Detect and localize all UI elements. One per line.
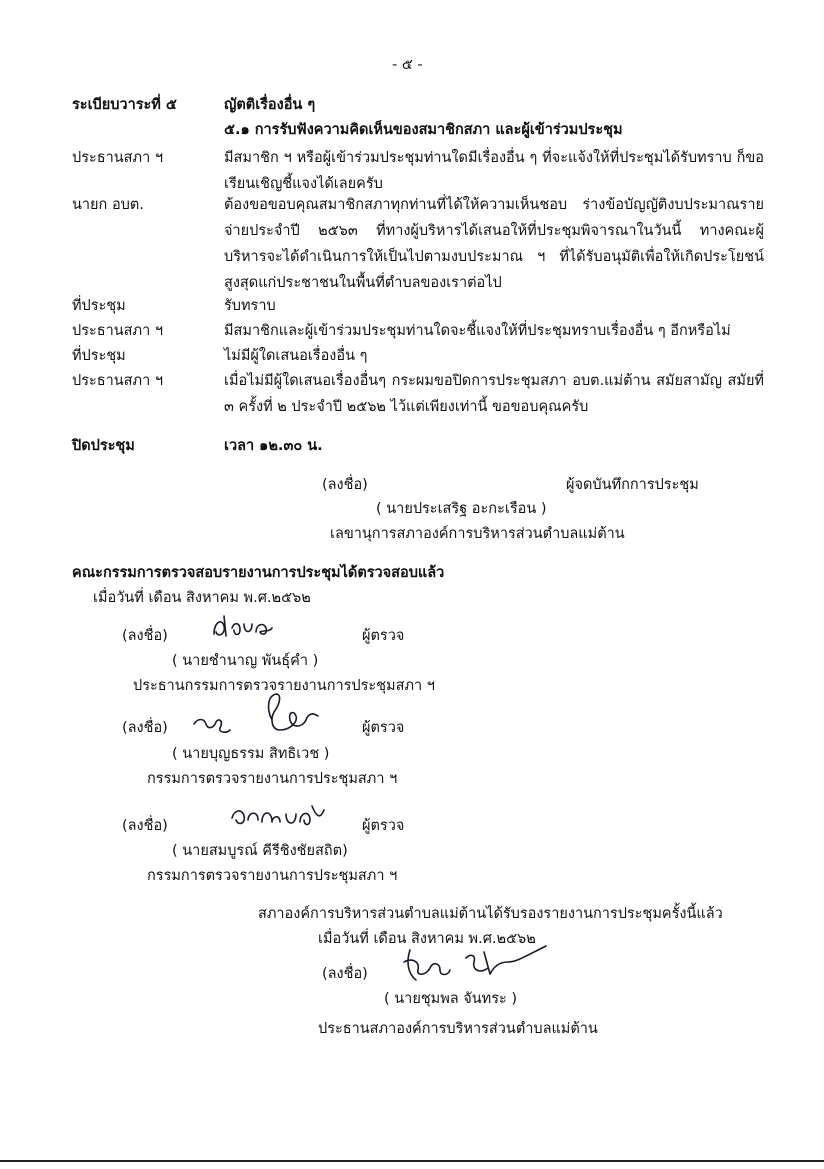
- signature-chamnan: [208, 610, 278, 644]
- approval-sign-label: (ลงชื่อ): [322, 966, 368, 982]
- entry-text: รับทราบ: [224, 298, 276, 314]
- member-name: ( นายชำนาญ พันธุ์คำ ): [172, 653, 319, 669]
- closing-time: เวลา ๑๒.๓๐ น.: [224, 438, 323, 454]
- recorder-role: ผู้จดบันทึกการประชุม: [566, 477, 699, 493]
- committee-date-line: เมื่อวันที่ เดือน สิงหาคม พ.ศ.๒๕๖๒: [93, 590, 311, 606]
- member-role: ผู้ตรวจ: [362, 628, 405, 644]
- entry-text: ต้องขอขอบคุณสมาชิกสภาทุกท่านที่ได้ให้ความเห็นชอบ ร่างข้อบัญญัติงบประมาณรายจ่ายประจำปี ๒๕๖๓ ที่ทางผู้บริหารได้เสนอให้ที่ประชุมพิจารณาในวันนี้ ทางคณะผู้บริหารจะได้ดำเนินการให้เป็นไปตามงบประมาณ ฯ ที่ได้รับอนุมัติเพื่อให้เกิดประโยชน์สูงสุดแก่ประชาชนในพื้นที่ตำบลของเราต่อไป: [224, 197, 764, 291]
- entry-text: มีสมาชิก ฯ หรือผู้เข้าร่วมประชุมท่านใดมีเรื่องอื่น ๆ ที่จะแจ้งให้ที่ประชุมได้รับทราบ ก็ขอเรียนเชิญชี้แจงได้เลยครับ: [224, 150, 764, 192]
- signature-somboon: [228, 796, 338, 836]
- entry-speaker: ประธานสภา ฯ: [72, 373, 163, 389]
- agenda-title: ญัตติเรื่องอื่น ๆ: [224, 97, 316, 113]
- agenda-subtitle: ๕.๑ การรับฟังความคิดเห็นของสมาชิกสภา และผู้เข้าร่วมประชุม: [224, 122, 623, 138]
- signature-chumphon: [396, 940, 556, 990]
- member-sign-label: (ลงชื่อ): [122, 628, 168, 644]
- recorder-sign-label: (ลงชื่อ): [322, 477, 368, 493]
- member-role: ผู้ตรวจ: [362, 818, 405, 834]
- approval-position: ประธานสภาองค์การบริหารส่วนตำบลแม่ต้าน: [318, 1021, 598, 1037]
- member-position: ประธานกรรมการตรวจรายงานการประชุมสภา ฯ: [133, 678, 435, 694]
- entry-speaker: ประธานสภา ฯ: [72, 323, 163, 339]
- entry-speaker: นายก อบต.: [72, 197, 144, 213]
- member-name: ( นายบุญธรรม สิทธิเวช ): [172, 746, 330, 762]
- entry-text: มีสมาชิกและผู้เข้าร่วมประชุมท่านใดจะชี้แจงให้ที่ประชุมทราบเรื่องอื่น ๆ อีกหรือไม่: [224, 323, 731, 339]
- entry-speaker: ที่ประชุม: [72, 298, 126, 314]
- member-sign-label: (ลงชื่อ): [122, 818, 168, 834]
- page-number: - ๕ -: [392, 57, 423, 73]
- entry-speaker: ที่ประชุม: [72, 348, 126, 364]
- recorder-name: ( นายประเสริฐ อะกะเรือน ): [376, 501, 547, 517]
- member-name: ( นายสมบูรณ์ คีรีชิงชัยสถิต): [172, 843, 348, 859]
- signature-boontham: [190, 690, 340, 740]
- entry-text: เมื่อไม่มีผู้ใดเสนอเรื่องอื่นๆ กระผมขอปิดการประชุมสภา อบต.แม่ต้าน สมัยสามัญ สมัยที่ ๓ ครั้งที่ ๒ ประจำปี ๒๕๖๒ ไว้แต่เพียงเท่านี้ ขอขอบคุณครับ: [224, 373, 764, 415]
- approval-name: ( นายชุมพล จันทระ ): [384, 991, 518, 1007]
- agenda-label: ระเบียบวาระที่ ๕: [72, 97, 177, 113]
- committee-heading: คณะกรรมการตรวจสอบรายงานการประชุมได้ตรวจสอบแล้ว: [72, 565, 445, 581]
- member-position: กรรมการตรวจรายงานการประชุมสภา ฯ: [147, 771, 398, 787]
- member-position: กรรมการตรวจรายงานการประชุมสภา ฯ: [147, 868, 398, 884]
- member-sign-label: (ลงชื่อ): [122, 720, 168, 736]
- page-bottom-edge: [0, 1160, 824, 1162]
- approval-date-line: เมื่อวันที่ เดือน สิงหาคม พ.ศ.๒๕๖๒: [318, 931, 536, 947]
- member-role: ผู้ตรวจ: [362, 720, 405, 736]
- approval-statement: สภาองค์การบริหารส่วนตำบลแม่ต้านได้รับรองรายงานการประชุมครั้งนี้แล้ว: [258, 906, 723, 922]
- entry-text: ไม่มีผู้ใดเสนอเรื่องอื่น ๆ: [224, 348, 368, 364]
- recorder-position: เลขานุการสภาองค์การบริหารส่วนตำบลแม่ต้าน: [330, 526, 625, 542]
- entry-speaker: ประธานสภา ฯ: [72, 150, 163, 166]
- closing-label: ปิดประชุม: [72, 438, 135, 454]
